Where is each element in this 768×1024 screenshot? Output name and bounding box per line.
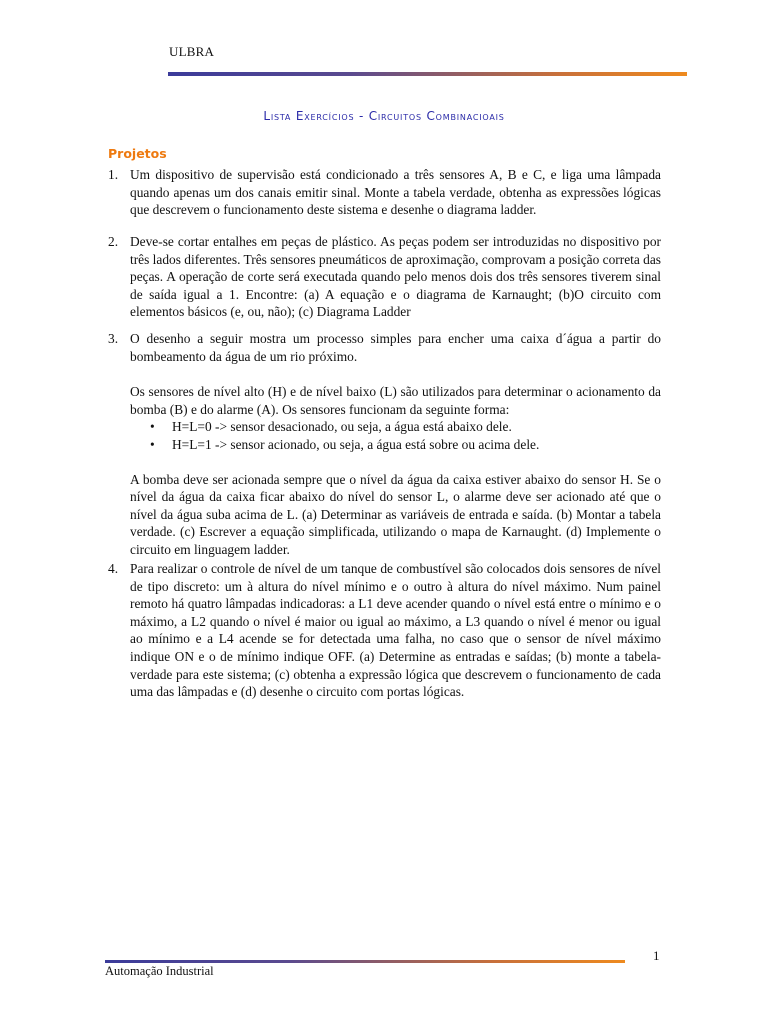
exercise-item-4 <box>108 560 661 701</box>
exercise-number: 1. <box>108 167 119 182</box>
document-title: Lista Exercícios - Circuitos Combinacioais <box>263 109 505 123</box>
sensor-list <box>130 418 661 453</box>
exercise-text: Deve-se cortar entalhes em peças de plástico. As peças podem ser introduzidas no dispositivo por três lados diferentes. Três sensores pneumáticos de aproximação, comprovam a posição correta das peças. A operação de corte será executada quando pelo menos dois dos três sensores tiverem sinal de saída igual a 1. Encontre: (a) A equação e o diagrama de Karnaught; (b)O circuito com elementos básicos (e, ou, não); (c) Diagrama Ladder <box>130 234 661 320</box>
exercise-number: 3. <box>108 331 119 346</box>
exercise-item-1 <box>108 166 661 219</box>
exercise-number: 4. <box>108 561 119 576</box>
exercise-text: O desenho a seguir mostra um processo simples para encher uma caixa d´água a partir do bombeamento da água de um rio próximo. <box>130 331 661 364</box>
exercise-item-3 <box>108 330 661 559</box>
section-heading: Projetos <box>108 146 167 161</box>
header-rule <box>168 72 687 76</box>
footer-text: Automação Industrial <box>105 964 214 978</box>
exercise-item-2 <box>108 233 661 321</box>
footer-rule <box>105 960 625 963</box>
exercise-number: 2. <box>108 234 119 249</box>
exercise-text: Um dispositivo de supervisão está condicionado a três sensores A, B e C, e liga uma lâmpada quando apenas um dos canais emitir sinal. Monte a tabela verdade, obtenha as expressões lógicas que descrevem o funcionamento deste sistema e desenhe o diagrama ladder. <box>130 167 661 218</box>
list-item: • H=L=0 -> sensor desacionado, ou seja, a água está abaixo dele. <box>130 418 661 436</box>
page-number: 1 <box>653 948 660 963</box>
exercise-text: Para realizar o controle de nível de um tanque de combustível são colocados dois sensores de nível de tipo discreto: um à altura do nível mínimo e o outro à altura do nível máximo. Num painel remoto há quatro lâmpadas indicadoras: a L1 deve acender quando o nível está entre o mínimo e o máximo, a L2 quando o nível é maior ou igual ao máximo, a L3 quando o nível é menor ou igual ao mínimo e a L4 acende se for detectada uma falha, no caso que o sensor de nível máximo indique ON e o de mínimo indique OFF. (a) Determine as entradas e saídas; (b) monte a tabela-verdade para este sistema; (c) obtenha a expressão lógica que descrevem o funcionamento de cada uma das lâmpadas e (d) desenhe o circuito com portas lógicas. <box>130 561 661 700</box>
list-item: • H=L=1 -> sensor acionado, ou seja, a água está sobre ou acima dele. <box>130 436 661 454</box>
exercise-text: Os sensores de nível alto (H) e de nível baixo (L) são utilizados para determinar o acionamento da bomba (B) e do alarme (A). Os sensores funcionam da seguinte forma: <box>130 384 661 417</box>
header-institution: ULBRA <box>169 44 215 59</box>
exercise-text: A bomba deve ser acionada sempre que o nível da água da caixa estiver abaixo do sensor H. Se o nível da água da caixa ficar abaixo do nível do sensor L, o alarme deve ser acionado até que o nível da água suba acima de L. (a) Determinar as variáveis de entrada e saída. (b) Montar a tabela verdade. (c) Escrever a equação simplificada, utilizando o mapa de Karnaught. (d) Implemente o circuito em linguagem ladder. <box>130 471 661 557</box>
